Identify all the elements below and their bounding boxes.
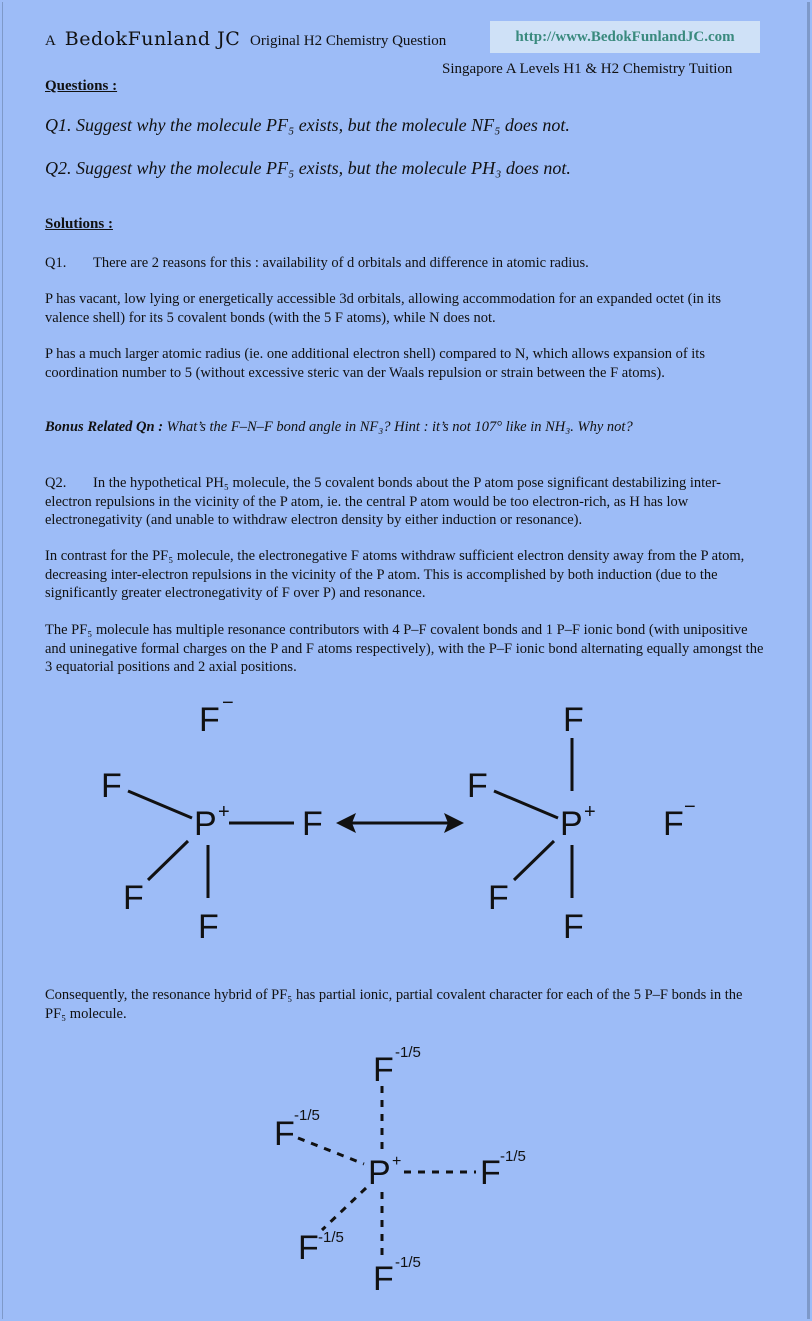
plus-charge: + xyxy=(218,801,230,823)
brand-logo-text: BedokFunland JC xyxy=(64,28,241,50)
atom-f: F xyxy=(467,767,488,805)
partial-bond-line xyxy=(298,1138,364,1164)
atom-f: F xyxy=(302,805,323,843)
atom-p: P xyxy=(560,805,583,843)
partial-charge-label: -1/5 xyxy=(500,1148,526,1165)
atom-p: P xyxy=(368,1154,391,1192)
q2-paragraph-1-text: In the hypothetical PH₅ molecule, the 5 covalent bonds about the P atom pose significant destabilizing inter-electron repulsions in the vicinity of the P atom, ie. the central P atom would be too electron-rich, as H has low electronegativity (and unable to withdraw electron density by either induction or resonance). xyxy=(45,475,721,528)
q2-label: Q2. xyxy=(45,475,67,491)
atom-f: F xyxy=(298,1229,319,1267)
solutions-heading: Solutions : xyxy=(45,216,113,232)
minus-charge: − xyxy=(222,692,234,714)
atom-p: P xyxy=(194,805,217,843)
partial-charge-label: -1/5 xyxy=(395,1044,421,1061)
partial-bond-line xyxy=(322,1188,366,1230)
q2-paragraph-4: Consequently, the resonance hybrid of PF₅ has partial ionic, partial covalent character for each of the 5 P–F bonds in the PF₅ molecule. xyxy=(45,987,743,1022)
minus-charge: − xyxy=(684,796,696,818)
q2-paragraph-3: The PF₅ molecule has multiple resonance contributors with 4 P–F covalent bonds and 1 P–F ionic bond (with unipositive and uninegative formal charges on the P and F atoms respectively), with the P–F ionic bond alternating equally amongst the 3 equatorial positions and 2 axial positions. xyxy=(45,622,764,675)
question-2: Q2. Suggest why the molecule PF₅ exists, but the molecule PH₃ does not. xyxy=(45,158,571,178)
partial-charge-label: -1/5 xyxy=(395,1254,421,1271)
atom-f: F xyxy=(101,767,122,805)
bond-line xyxy=(514,841,554,880)
bonus-text: What’s the F–N–F bond angle in NF₃? Hint : it’s not 107° like in NH₃. Why not? xyxy=(166,419,633,435)
q2-paragraph-2: In contrast for the PF₅ molecule, the electronegative F atoms withdraw sufficient electron density away from the P atom, decreasing inter-electron repulsions in the vicinity of the P atom. This is accomplished by both induction (due to the significantly greater electronegativity of F over P) and resonance. xyxy=(45,548,745,601)
bond-line xyxy=(494,791,558,818)
atom-f: F xyxy=(373,1051,394,1089)
bond-line xyxy=(128,791,192,818)
plus-charge: + xyxy=(584,801,596,823)
q1-paragraph-1: P has vacant, low lying or energetically accessible 3d orbitals, allowing accommodation for an expanded octet (in its valence shell) for its 5 covalent bonds (with the 5 F atoms), while N does not. xyxy=(45,291,722,326)
atom-f: F xyxy=(488,879,509,917)
bond-line xyxy=(148,841,188,880)
atom-f: F xyxy=(480,1154,501,1192)
q1-intro-text: There are 2 reasons for this : availability of d orbitals and difference in atomic radius. xyxy=(93,255,589,271)
atom-f: F xyxy=(563,701,584,739)
atom-f: F xyxy=(274,1115,295,1153)
q1-label: Q1. xyxy=(45,255,67,271)
bonus-label: Bonus Related Qn : xyxy=(45,419,164,435)
plus-charge: + xyxy=(392,1153,402,1170)
atom-f: F xyxy=(198,908,219,946)
website-url-link[interactable]: http://www.BedokFunlandJC.com xyxy=(490,21,760,53)
atom-f-anion: F xyxy=(199,701,220,739)
tagline: Singapore A Levels H1 & H2 Chemistry Tuition xyxy=(442,61,733,77)
partial-charge-label: -1/5 xyxy=(318,1229,344,1246)
question-1: Q1. Suggest why the molecule PF₅ exists, but the molecule NF₅ does not. xyxy=(45,115,570,135)
atom-f-anion: F xyxy=(663,805,684,843)
atom-f: F xyxy=(563,908,584,946)
q1-paragraph-2: P has a much larger atomic radius (ie. one additional electron shell) compared to N, which allows expansion of its coordination number to 5 (without excessive steric van der Waals repulsion or strain between the F atoms). xyxy=(45,346,705,381)
partial-charge-label: -1/5 xyxy=(294,1107,320,1124)
resonance-arrow xyxy=(336,813,464,833)
atom-f: F xyxy=(123,879,144,917)
atom-f: F xyxy=(373,1260,394,1298)
questions-heading: Questions : xyxy=(45,78,118,94)
header-prefix: A xyxy=(45,33,56,49)
header-title-suffix: Original H2 Chemistry Question xyxy=(250,33,447,49)
